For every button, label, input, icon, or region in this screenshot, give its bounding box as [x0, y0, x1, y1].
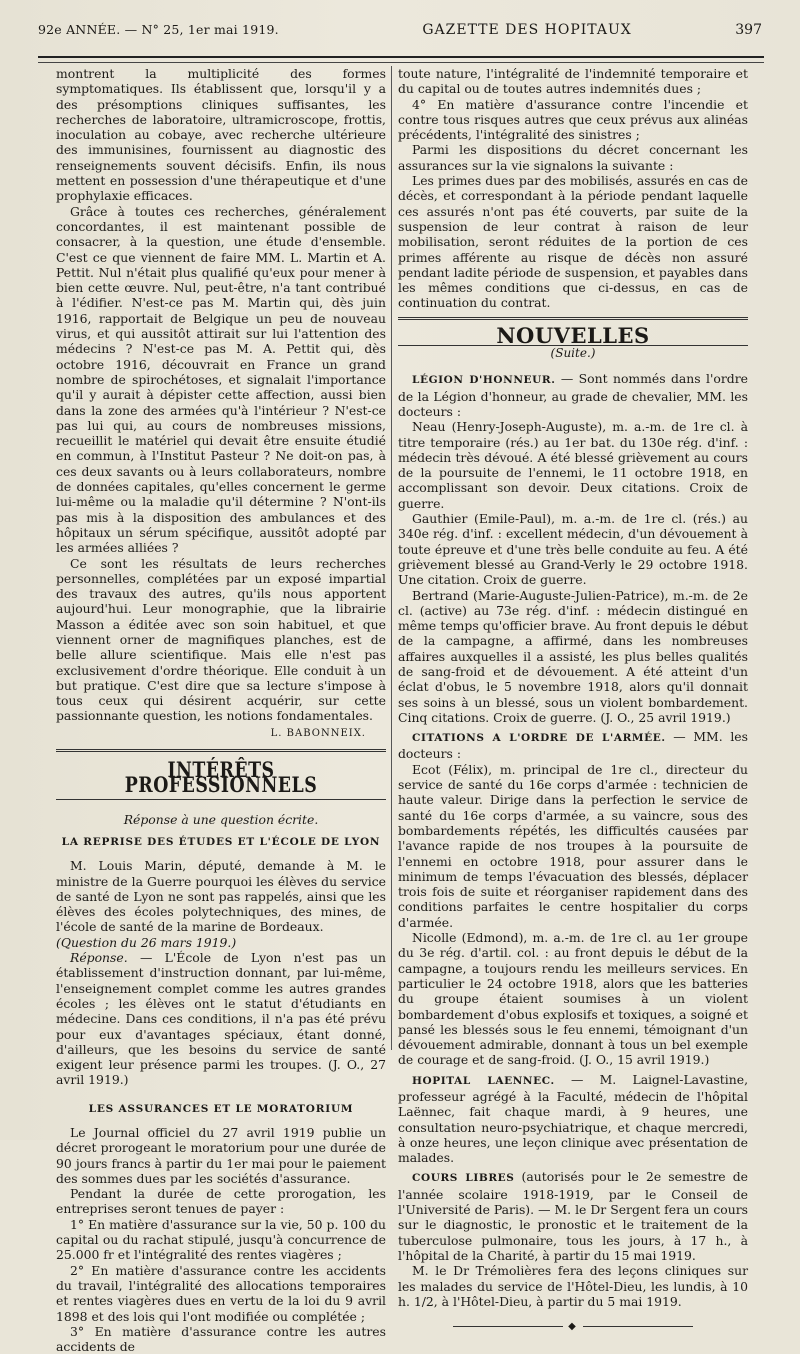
end-ornament: ◆ [398, 1319, 748, 1334]
paragraph: 1° En matière d'assurance sur la vie, 50 p. 100 du capital ou du rachat stipulé, jusqu'à concurrence de 25.000 fr et l'intégralité des rentes viagères ; [56, 1216, 386, 1263]
paragraph [56, 950, 386, 1088]
paragraph: Nicolle (Edmond), m. a.-m. de 1re cl. au 1er groupe du 3e rég. d'artil. col. : au front depuis le début de la campagne, a toujours rendu les meilleurs services. En particulier le 24 octobre 1918, alors que les batteries du groupe étaient soumises à un violent bombardement d'obus explosifs et toxiques, a soigné et pansé les blessés sous le feu ennemi, témoignant d'un dévouement admirable, donnant à tous un bel exemple de courage et de sang-froid. (J. O., 15 avril 1919.) [398, 930, 748, 1068]
paragraph: Les primes dues par des mobilisés, assurés en cas de décès, et correspondant à la période pendant laquelle ces assurés n'ont pas été couverts, par suite de la suspension de leur contrat à raison de leur mobilisation, seront réduites de la portion de ces primes afférente au risque de décès non assuré pendant ladite période de suspension, et payables dans les mêmes conditions que ci-dessus, en cas de continuation du contrat. [398, 173, 748, 311]
runin-text: — Sont nommés dans l'ordre de la Légion d'honneur, au grade de chevalier, MM. les docteurs : [398, 371, 748, 419]
paragraph: Pendant la durée de cette prorogation, les entreprises seront tenues de payer : [56, 1186, 386, 1217]
paragraph: Ecot (Félix), m. principal de 1re cl., directeur du service de santé du 16e corps d'armée : technicien de haute valeur. Dirige dans la perfection le service de santé du 16e corps d'armée, a su vaincre, sous des bombardements répétés, les difficultés causées par l'avance rapide de nos troupes à la poursuite de l'ennemi en octobre 1918, pour assurer dans le minimum de temps l'évacuation des blessés, déplacer trois fois de suite et réorganiser rapidement dans des conditions parfaites le centre hospitalier du corps d'armée. [398, 761, 748, 930]
right-column [398, 66, 749, 1333]
section-subtitle: Réponse à une question écrite. [123, 811, 319, 827]
paragraph: Gauthier (Emile-Paul), m. a.-m. de 1re cl. (rés.) au 340e rég. d'inf. : excellent médecin, d'un dévouement à toute épreuve et d'une très belle conduite au feu. A été grièvement blessé au Grand-Verly le 29 octobre 1918. Une citation. Croix de guerre. [398, 511, 748, 588]
paragraph [398, 371, 748, 419]
paragraph: montrent la multiplicité des formes symptomatiques. Ils établissent que, lorsqu'il y a des présomptions cliniques suffisantes, les recherches de laboratoire, ultramicroscope, frottis, inoculation au cobaye, avec recherche ultérieure des immunisines, fournissent au diagnostic des renseignements souvent décisifs. Enfin, ils nous mettent en possession d'une thérapeutique et d'une prophylaxie efficaces. [56, 66, 386, 204]
paragraph: Parmi les dispositions du décret concernant les assurances sur la vie signalons la suivante : [398, 142, 748, 173]
runin-text: — M. Laignel-Lavastine, professeur agrégé à la Faculté, médecin de l'hôpital Laënnec, fait chaque mardi, à 9 heures, une consultation neuro-psychiatrique, et chaque mercredi, à onze heures, une leçon clinique avec présentation de malades. [398, 1071, 749, 1166]
paragraph: M. Louis Marin, député, demande à M. le ministre de la Guerre pourquoi les élèves du service de santé de Lyon ne sont pas rappelés, ainsi que les élèves des écoles polytechniques, des mines, de l'école de santé de la marine de Bordeaux. [56, 858, 386, 935]
paragraph: Ce sont les résultats de leurs recherches personnelles, complétées par un exposé impartial des travaux des autres, qu'ils nous apportent aujourd'hui. Leur monographie, que la librairie Masson a éditée avec son soin habituel, et que viennent orner de magnifiques planches, est de belle allure scientifique. Mais elle n'est pas exclusivement d'ordre théorique. Elle conduit à un but pratique. C'est dire que sa lecture s'impose à tous ceux qui désirent acquérir, sur cette passionnante question, les notions fondamentales. [56, 555, 386, 724]
section-title-rule [56, 799, 386, 800]
header-rule [38, 56, 764, 58]
article-heading: LES ASSURANCES ET LE MORATORIUM [88, 1102, 354, 1115]
runin-heading: HOPITAL LAENNEC. [412, 1074, 555, 1087]
left-column [56, 66, 386, 1354]
paragraph: Bertrand (Marie-Auguste-Julien-Patrice), m.-m. de 2e cl. (active) au 73e rég. d'inf. : médecin distingué en même temps qu'officier brave. Au front depuis le début de la campagne, a affirmé, dans les nombreuses affaires auxquelles il a assisté, les plus belles qualités de sang-froid et de dévouement. A été atteint d'un éclat d'obus, le 5 novembre 1918, alors qu'il donnait ses soins à un blessé, sous un violent bombardement. Cinq citations. Croix de guerre. (J. O., 25 avril 1919.) [398, 587, 748, 725]
runin-text: — MM. les docteurs : [398, 729, 748, 762]
runin-text: (autorisés pour le 2e semestre de l'année scolaire 1918-1919, par le Conseil de l'Université de Paris). — M. le Dr Sergent fera un cours sur le diagnostic, le pronostic et le traitement de la tuberculose pulmonaire, tous les jours, à 17 h., à l'hôpital de la Charité, à partir du 15 mai 1919. [398, 1169, 748, 1263]
paragraph [398, 1072, 748, 1166]
paragraph: toute nature, l'intégralité de l'indemnité temporaire et du capital ou de toutes autres indemnités dues ; [398, 66, 748, 97]
header-rule-thin [38, 62, 764, 63]
paragraph: Neau (Henry-Joseph-Auguste), m. a.-m. de 1re cl. à titre temporaire (rés.) au 1er bat. du 130e rég. d'inf. : médecin très dévoué. A été blessé grièvement au cours de la poursuite de l'ennemi, le 11 octobre 1918, en accomplissant son devoir. Deux citations. Croix de guerre. [398, 419, 748, 511]
article-heading: LA REPRISE DES ÉTUDES ET L'ÉCOLE DE LYON [61, 835, 381, 848]
question-reference: (Question du 26 mars 1919.) [56, 934, 237, 950]
reponse-label: Réponse. [70, 950, 128, 966]
paragraph: Grâce à toutes ces recherches, généralement concordantes, il est maintenant possible de consacrer, à la question, une étude d'ensemble. C'est ce que viennent de faire MM. L. Martin et A. Pettit. Nul n'était plus qualifié qu'eux pour mener à bien cette œuvre. Nul, peut-être, n'a tant contribué à l'édifier. N'est-ce pas M. Martin qui, dès juin 1916, rapportait de Belgique un peu de nouveau virus, et qui aussitôt attirait sur lui l'attention des médecins ? N'est-ce pas M. A. Pettit qui, dès octobre 1916, découvrait en France un grand nombre de spirochétoses, et signalait l'importance qu'il y aurait à dépister cette affection, aussi bien dans la zone des armées qu'à l'intérieur ? N'est-ce pas lui qui, au cours de nombreuses missions, recueillit le matériel qui devait être ensuite étudié en commun, à l'Institut Pasteur ? Ne doit-on pas, à ces deux savants ou à leurs collaborateurs, nombre de données capitales, qu'elles concernent le germe lui-même ou la maladie qu'il détermine ? N'ont-ils pas mis à la disposition des ambulances et des hôpitaux un sérum spécifique, aussitôt adopté par les armées alliées ? [56, 203, 386, 556]
section-divider [56, 749, 386, 752]
paragraph: 4° En matière d'assurance contre l'incendie et contre tous risques autres que ceux prévus aux alinéas précédents, l'intégralité des sinistres ; [398, 96, 748, 143]
page-number: 397 [735, 22, 762, 38]
section-title: INTÉRÊTS PROFESSIONNELS [124, 757, 318, 798]
runin-heading: LÉGION D'HONNEUR. [412, 374, 556, 387]
journal-title: GAZETTE DES HOPITAUX [422, 22, 632, 38]
runin-heading: COURS LIBRES [412, 1172, 515, 1185]
section-divider [398, 317, 748, 320]
nouvelles-title: NOUVELLES [496, 322, 650, 348]
runin-heading: CITATIONS A L'ORDRE DE L'ARMÉE. [412, 732, 666, 745]
paragraph: 3° En matière d'assurance contre les autres accidents de [56, 1323, 386, 1354]
issue-info: 92e ANNÉE. — N° 25, 1er mai 1919. [38, 22, 279, 37]
paragraph: Le Journal officiel du 27 avril 1919 publie un décret prorogeant le moratorium pour une durée de 90 jours francs à partir du 1er mai pour le paiement des sommes dues par les sociétés d'assurance. [56, 1125, 386, 1186]
paragraph: 2° En matière d'assurance contre les accidents du travail, l'intégralité des allocations temporaires et rentes viagères dues en vertu de la loi du 9 avril 1898 et des lois qui l'ont modifiée ou complétée ; [56, 1262, 386, 1324]
page-header [38, 22, 762, 52]
paragraph: M. le Dr Trémolières fera des leçons cliniques sur les malades du service de l'Hôtel-Dieu, les lundis, à 10 h. 1/2, à l'Hôtel-Dieu, à partir du 5 mai 1919. [398, 1263, 748, 1309]
paragraph [398, 1169, 748, 1263]
column-separator [391, 66, 392, 1050]
suite-label: (Suite.) [550, 346, 596, 361]
paragraph [398, 729, 748, 762]
reponse-text: — L'École de Lyon n'est pas un établissement d'instruction donnant, par lui-même, l'enseignement complet comme les autres grandes écoles ; les élèves ont le statut d'étudiants en médecine. Dans ces conditions, il n'a pas été prévu pour eux d'avantages spéciaux, étant donné, d'ailleurs, que les besoins du service de santé exigent leur présence parmi les troupes. (J. O., 27 avril 1919.) [56, 950, 386, 1088]
author-signature: L. BABONNEIX. [270, 727, 366, 739]
